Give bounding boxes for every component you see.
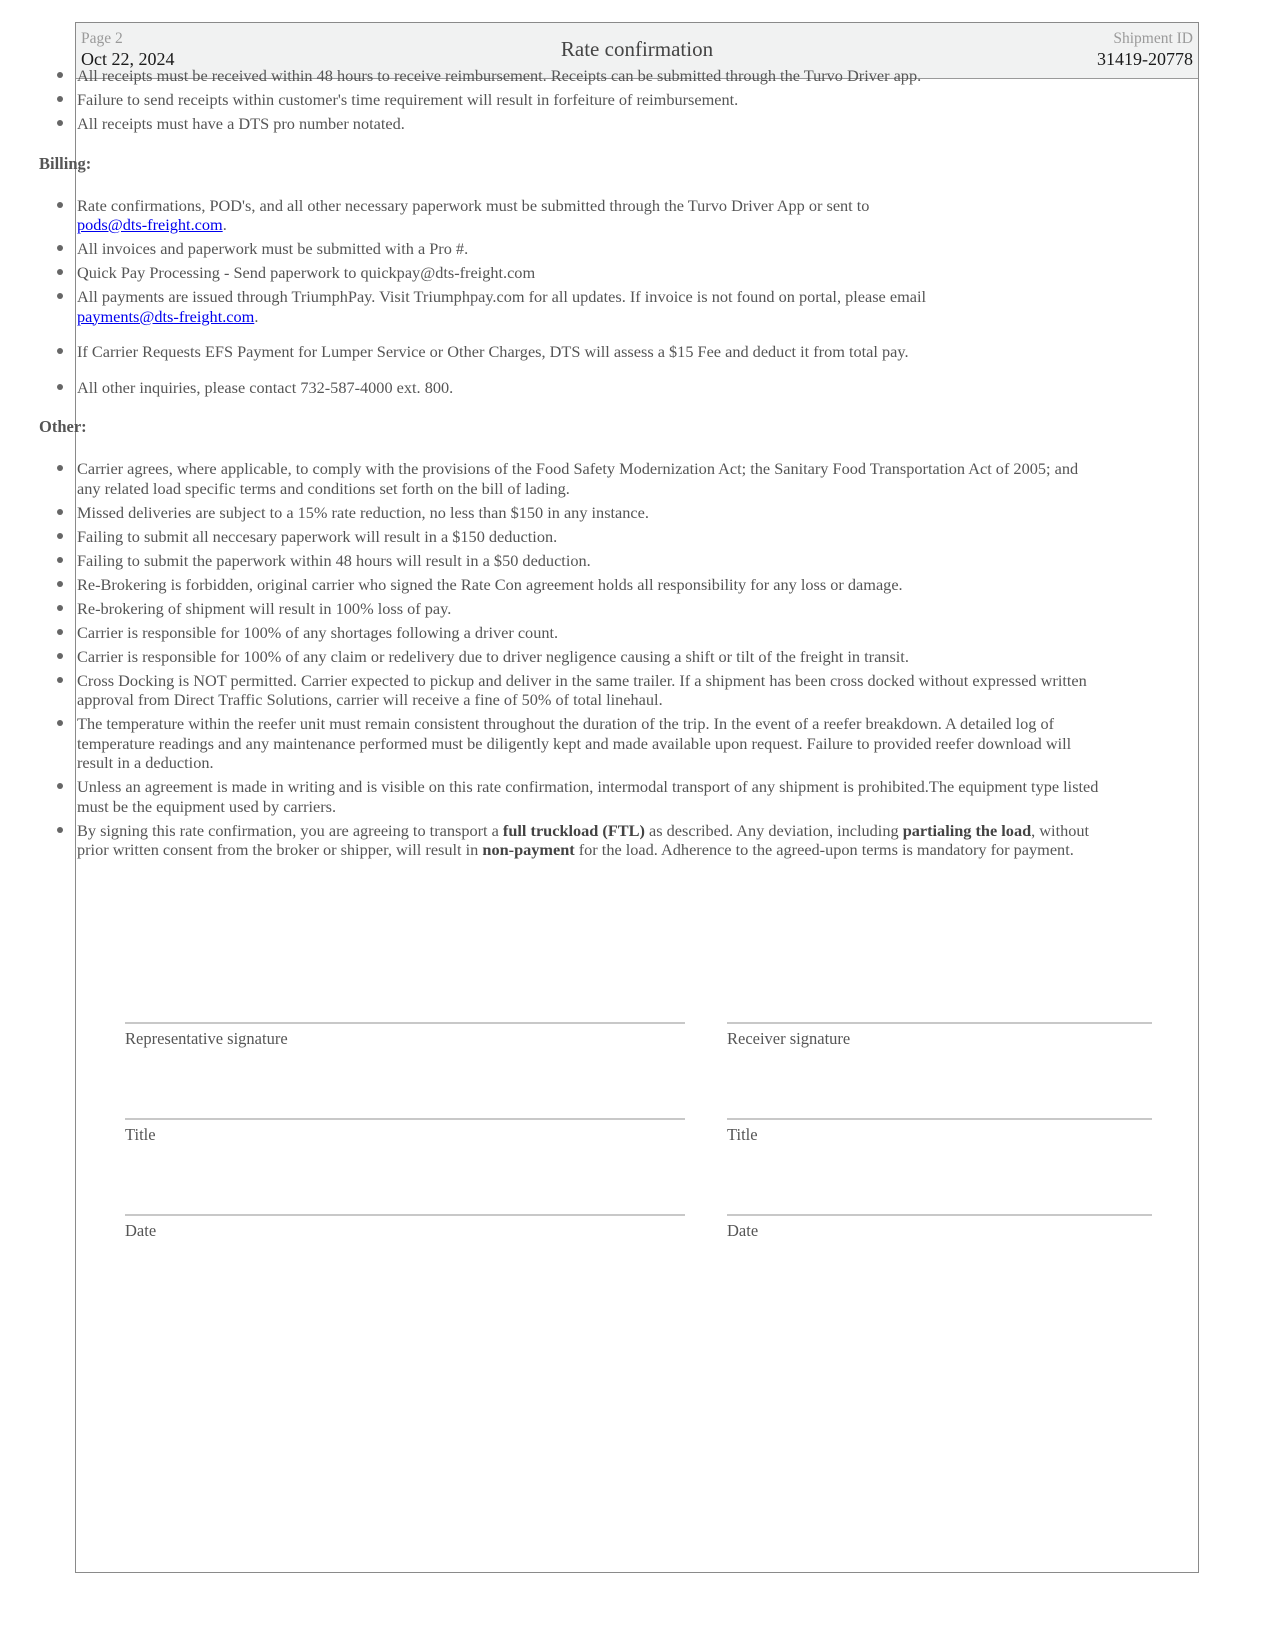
list-item: Failure to send receipts within customer's time requirement will result in forfeiture of reimbursement. (39, 90, 1104, 110)
representative-signature-field[interactable]: Representative signature (125, 1022, 685, 1049)
representative-title-field[interactable]: Title (125, 1118, 685, 1145)
billing-text: Rate confirmations, POD's, and all other necessary paperwork must be submitted through the Turvo Driver App or sent to (77, 195, 870, 215)
list-item: Rate confirmations, POD's, and all other necessary paperwork must be submitted through the Turvo Driver App or sent to pods@dts-freight.com. (39, 196, 1104, 235)
page-title: Rate confirmation (560, 37, 714, 61)
list-item: Quick Pay Processing - Send paperwork to quickpay@dts-freight.com (39, 263, 1104, 283)
list-item: All receipts must be received within 48 hours to receive reimbursement. Receipts can be submitted through the Turvo Driver app. (39, 66, 1104, 86)
billing-text: All payments are issued through TriumphPay. Visit Triumphpay.com for all updates. If invoice is not found on portal, please email (77, 287, 927, 306)
list-item: All invoices and paperwork must be submitted with a Pro #. (39, 239, 1104, 259)
ftl-agreement-item (39, 821, 1104, 860)
page-number: Page 2 (81, 30, 123, 47)
receiver-title-field[interactable]: Title (727, 1118, 1152, 1145)
receiver-signature-field[interactable]: Receiver signature (727, 1022, 1152, 1049)
payments-email-link[interactable]: payments@dts-freight.com (77, 306, 255, 326)
terms-content (39, 66, 1104, 864)
list-item: All other inquiries, please contact 732-587-4000 ext. 800. (39, 378, 1104, 398)
receipts-list (39, 66, 1104, 134)
list-item: All payments are issued through TriumphPay. Visit Triumphpay.com for all updates. If invoice is not found on portal, please email payments@dts-freight.com. (39, 287, 1104, 326)
ftl-text: as described. Any deviation, including (644, 820, 903, 840)
ftl-text: By signing this rate confirmation, you are agreeing to transport a (77, 820, 503, 840)
ftl-bold: partialing the load (902, 820, 1032, 840)
pods-email-link[interactable]: pods@dts-freight.com (77, 215, 223, 234)
ftl-bold: non-payment (482, 840, 575, 859)
list-item: Carrier is responsible for 100% of any shortages following a driver count. (39, 623, 1104, 643)
shipment-id-label: Shipment ID (1113, 30, 1193, 47)
list-item: Re-brokering of shipment will result in 100% loss of pay. (39, 599, 1104, 619)
ftl-bold: full truckload (FTL) (502, 820, 645, 840)
list-item: All receipts must have a DTS pro number notated. (39, 114, 1104, 134)
list-item: Cross Docking is NOT permitted. Carrier expected to pickup and deliver in the same trailer. If a shipment has been cross docked without expressed written approval from Direct Traffic Solutions, carrier will receive a fine of 50% of total linehaul. (39, 671, 1104, 710)
other-list (39, 459, 1104, 860)
list-item: Missed deliveries are subject to a 15% rate reduction, no less than $150 in any instance. (39, 503, 1104, 523)
list-item: Failing to submit the paperwork within 48 hours will result in a $50 deduction. (39, 551, 1104, 571)
receiver-date-field[interactable]: Date (727, 1214, 1152, 1241)
list-item: Failing to submit all neccesary paperwork will result in a $150 deduction. (39, 527, 1104, 547)
document-date: Oct 22, 2024 (81, 49, 175, 69)
list-item: If Carrier Requests EFS Payment for Lumper Service or Other Charges, DTS will assess a $15 Fee and deduct it from total pay. (39, 342, 1104, 362)
ftl-text: , without prior written consent from the broker or shipper, will result in (77, 820, 1090, 859)
other-heading: Other: (39, 417, 87, 436)
list-item: Re-Brokering is forbidden, original carrier who signed the Rate Con agreement holds all responsibility for any loss or damage. (39, 575, 1104, 595)
header-right (1097, 30, 1193, 71)
shipment-id: 31419-20778 (1097, 49, 1193, 69)
representative-date-field[interactable]: Date (125, 1214, 685, 1241)
list-item: Carrier agrees, where applicable, to comply with the provisions of the Food Safety Modernization Act; the Sanitary Food Transportation Act of 2005; and any related load specific terms and conditions set forth on the bill of lading. (39, 459, 1104, 498)
billing-heading: Billing: (39, 153, 92, 173)
list-item: Unless an agreement is made in writing and is visible on this rate confirmation, intermodal transport of any shipment is prohibited.The equipment type listed must be the equipment used by carriers. (39, 777, 1104, 816)
ftl-text: for the load. Adherence to the agreed-upon terms is mandatory for payment. (574, 840, 1074, 859)
billing-list (39, 196, 1104, 398)
list-item: Carrier is responsible for 100% of any claim or redelivery due to driver negligence causing a shift or tilt of the freight in transit. (39, 647, 1104, 667)
list-item: The temperature within the reefer unit must remain consistent throughout the duration of the trip. In the event of a reefer breakdown. A detailed log of temperature readings and any maintenance performed must be diligently kept and made available upon request. Failure to provided reefer download will result in a deduction. (39, 714, 1104, 773)
